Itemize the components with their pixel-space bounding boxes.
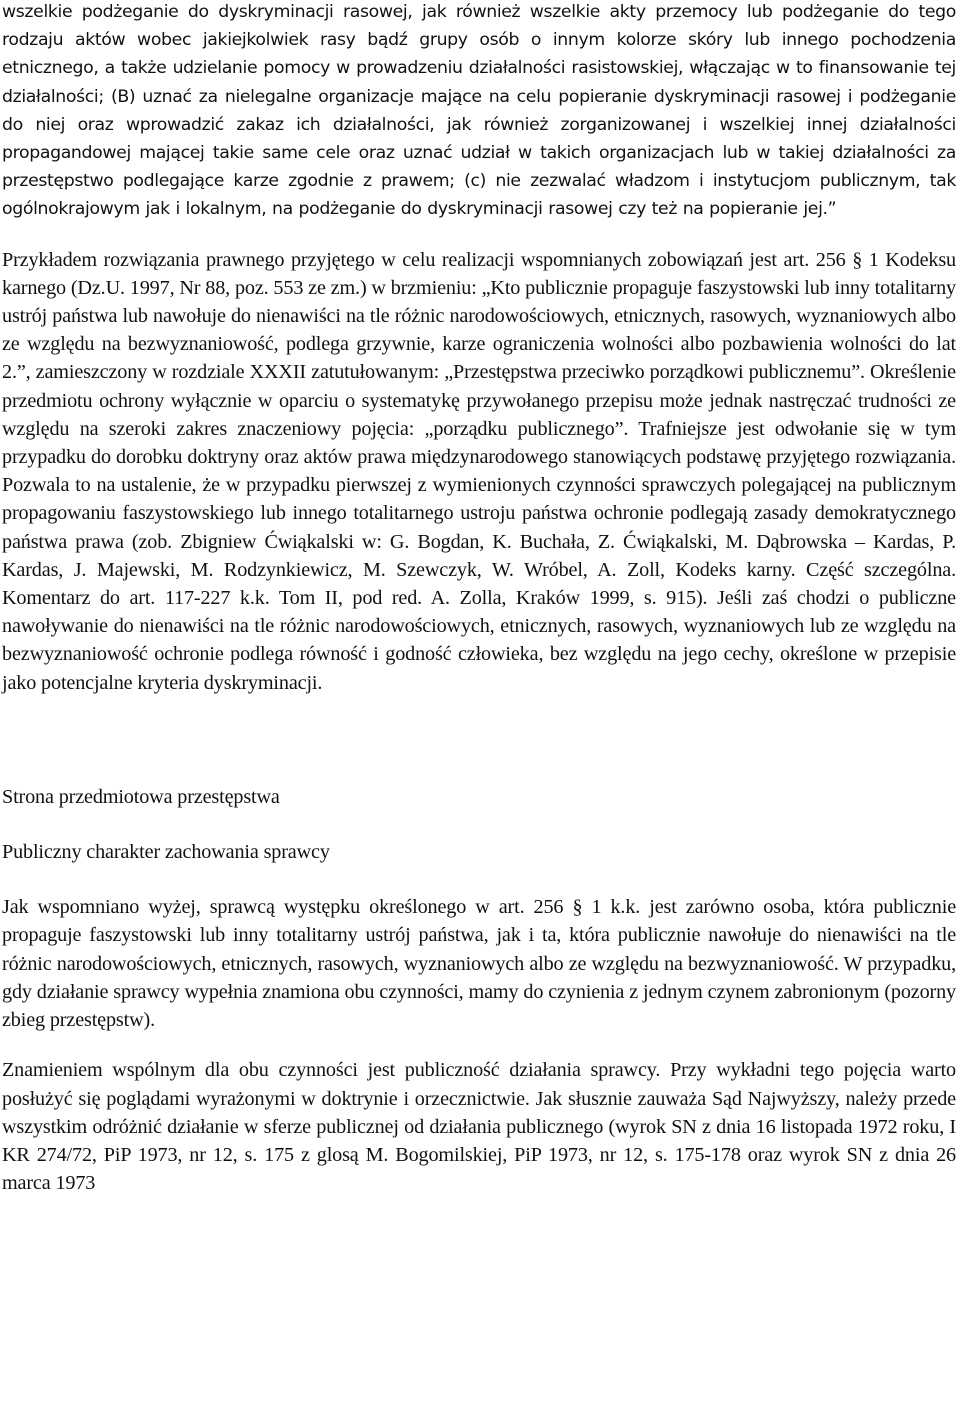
spacer xyxy=(2,811,956,838)
paragraph-art-256: Przykładem rozwiązania prawnego przyjętego w celu realizacji wspomnianych zobowiązań jest art. 256 § 1 Kodeksu karnego (Dz.U. 1997, Nr 88, poz. 553 ze zm.) w brzmieniu: „Kto publicznie propaguje faszystowski lub inny totalitarny ustrój państwa lub nawołuje do nienawiści na tle różnic narodowościowych, etnicznych, rasowych, wyznaniowych albo ze względu na bezwyznaniowość, podlega grzywnie, karze ograniczenia wolności albo pozbawienia wolności do lat 2.”, zamieszczony w rozdziale XXXII zatutułowanym: „Przestępstwa przeciwko porządkowi publicznemu”. Określenie przedmiotu ochrony wyłącznie w oparciu o systematykę przywołanego przepisu może jednak nastręczać trudności ze względu na szeroki zakres znaczeniowy pojęcia: „porządku publicznego”. Trafniejsze jest odwołanie się w tym przypadku do dorobku doktryny oraz aktów prawa międzynarodowego stanowiących podstawę przyjętego rozwiązania. Pozwala to na ustalenie, że w przypadku pierwszej z wymienionych czynności sprawczych polegającej na publicznym propagowaniu faszystowskiego lub innego totalitarnego ustroju państwa ochronie podlegają zasady demokratycznego państwa prawa (zob. Zbigniew Ćwiąkalski w: G. Bogdan, K. Buchała, Z. Ćwiąkalski, M. Dąbrowska – Kardas, P. Kardas, J. Majewski, M. Rodzynkiewicz, M. Szewczyk, W. Wróbel, A. Zoll, Kodeks karny. Część szczególna. Komentarz do art. 117-227 k.k. Tom II, pod red. A. Zolla, Kraków 1999, s. 915). Jeśli zaś chodzi o publiczne nawoływanie do nienawiści na tle różnic narodowościowych, etnicznych, rasowych, wyznaniowych lub ze względu na bezwyznaniowość ochronie podlega równość i godność człowieka, bez względu na jego cechy, określone w przepisie jako potencjalne kryteria dyskryminacji. xyxy=(2,248,957,694)
spacer xyxy=(2,224,956,246)
section-heading: Strona przedmiotowa przestępstwa xyxy=(2,785,280,808)
paragraph-perpetrator: Jak wspomniano wyżej, sprawcą występku określonego w art. 256 § 1 k.k. jest zarówno osoba, która publicznie propaguje faszystowski lub inny totalitarny ustrój państwa, jak i ta, która publicznie nawołuje do nienawiści na tle różnic narodowościowych, etnicznych, rasowych, wyznaniowych albo ze względu na bezwyznaniowość. W przypadku, gdy działanie sprawcy wypełnia znamiona obu czynności, mamy do czynienia z jednym czynem zabronionym (pozorny zbieg przestępstw). xyxy=(2,896,956,1032)
spacer xyxy=(2,1034,956,1056)
document-page xyxy=(2,0,956,1197)
subsection-heading: Publiczny charakter zachowania sprawcy xyxy=(2,841,330,864)
paragraph-publicity: Znamieniem wspólnym dla obu czynności jest publiczność działania sprawcy. Przy wykładni tego pojęcia warto posłużyć się poglądami wyrażonymi w doktrynie i orzecznictwie. Jak słusznie zauważa Sąd Najwyższy, należy przede wszystkim odróżnić działanie w sferze publicznej od działania publicznego (wyrok SN z dnia 16 listopada 1972 roku, I KR 274/72, PiP 1973, nr 12, s. 175 z glosą M. Bogomilskiej, PiP 1973, nr 12, s. 175-178 oraz wyrok SN z dnia 26 marca 1973 xyxy=(2,1059,956,1195)
paragraph-convention-quote: wszelkie podżeganie do dyskryminacji rasowej, jak również wszelkie akty przemocy lub podżeganie do tego rodzaju aktów wobec jakiejkolwiek rasy bądź grupy osób o innym kolorze skóry lub innego pochodzenia etnicznego, a także udzielanie pomocy w prowadzeniu działalności rasistowskiej, włączając w to finansowanie tej działalności; (B) uznać za nielegalne organizacje mające na celu popieranie dyskryminacji rasowej i podżeganie do niej oraz wprowadzić zakaz ich działalności, jak również zorganizowanej i wszelkiej innej działalności propagandowej mającej takie same cele oraz uznać udział w takich organizacjach lub w takiej działalności za przestępstwo podlegające karze zgodnie z prawem; (c) nie zezwalać władzom i instytucjom publicznym, tak ogólnokrajowym jak i lokalnym, na podżeganie do dyskryminacji rasowej czy też na popieranie jej.” xyxy=(2,2,956,220)
spacer xyxy=(2,697,956,783)
spacer xyxy=(2,866,956,893)
